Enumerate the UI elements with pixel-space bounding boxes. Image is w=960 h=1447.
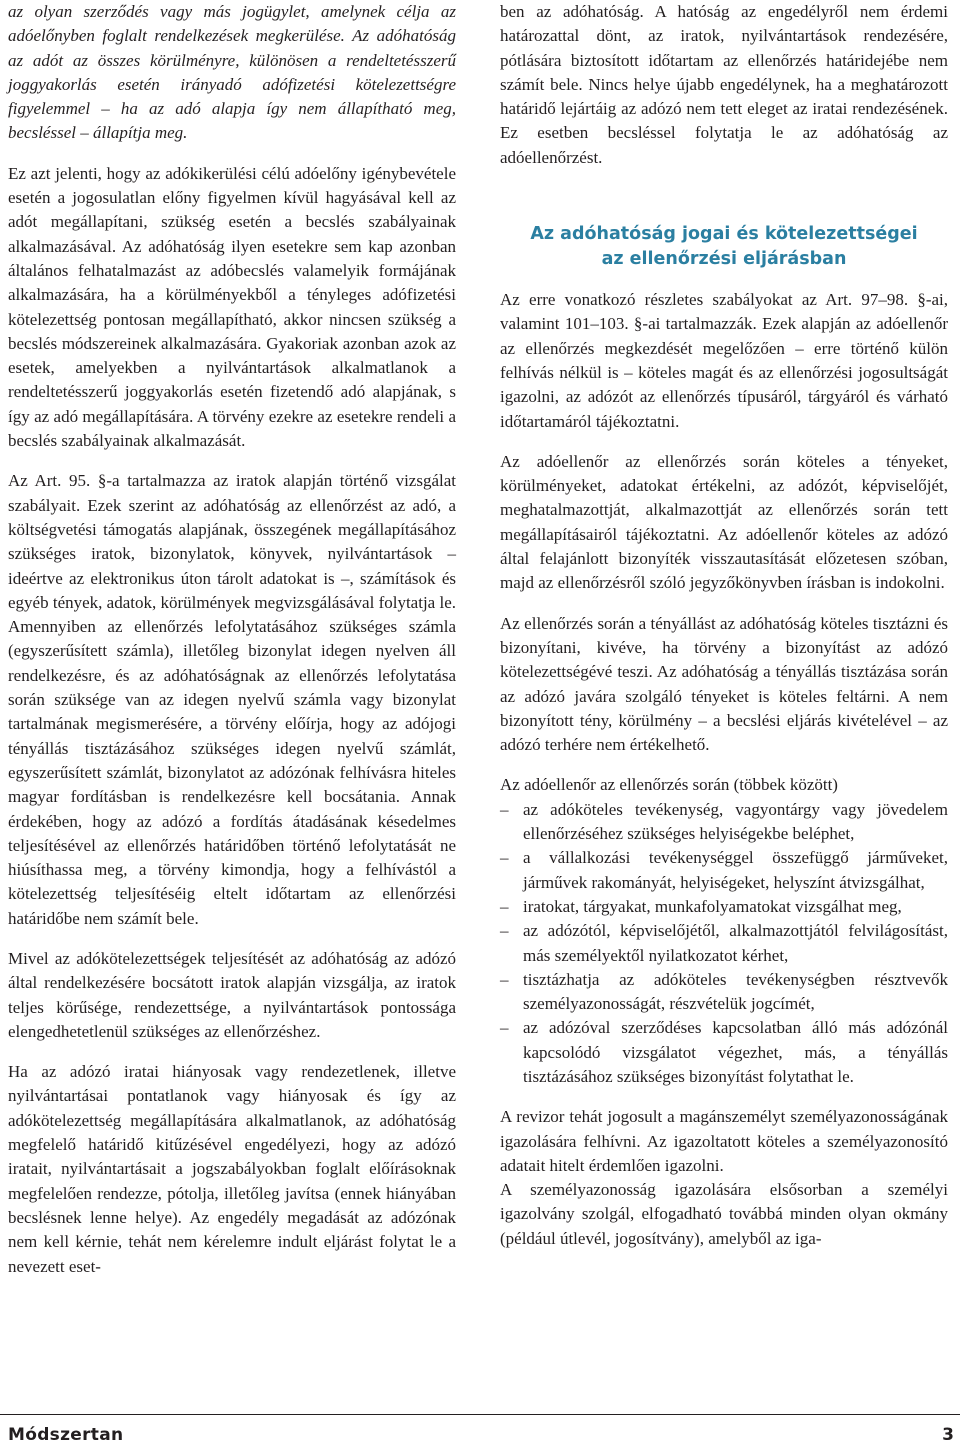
- body-paragraph: A személyazonosság igazolására elsősorban a személyi igazolvány szolgál, elfogadható továbbá minden olyan okmány (például útlevél, jogosítvány), amelyből az iga-: [500, 1180, 948, 1248]
- body-paragraph: ben az adóhatóság. A hatóság az engedélyről nem érdemi határozattal dönt, az iratok, nyilvántartások rendezésére, pótlására biztosított időtartam az ellenőrzés határidejébe nem számít bele. Nincs helye újabb engedélynek, ha a meghatározott határidő lejártáig az adózó nem tett eleget az iratai rendezésének. Ez esetben becsléssel folytatja le az adóhatóság az adóellenőrzést.: [500, 2, 948, 167]
- powers-list: [500, 798, 948, 1090]
- page-number: 3: [942, 1425, 954, 1445]
- body-paragraph: Az adóellenőr az ellenőrzés során köteles a tényeket, körülményeket, adatokat értékelni, az adózót, képviselőjét, meghatalmazottját, alkalmazottját az ellenőrzés során tett megállapításairól tájékoztatni. Az adóellenőr köteles az adózó által felajánlott bizonyíték visszautasítását előzetesen szóban, majd az ellenőrzésről szóló jegyzőkönyvben írásban is indokolni.: [500, 451, 948, 593]
- section-heading-line: Az adóhatóság jogai és kötelezettségei: [530, 224, 918, 245]
- body-paragraph: Az Art. 95. §-a tartalmazza az iratok alapján történő vizsgálat szabályait. Ezek szerint az adóhatóság az ellenőrzést az adó, a költségvetési támogatás alapjának, összegének megállapításához szükséges iratok, bizonylatok, könyvek, nyilvántartások – ideértve az elektronikus úton tárolt adatokat is –, számítások és egyéb tények, adatok, körülmények megvizsgálásával folytatja le. Amennyiben az ellenőrzés lefolytatásához szükséges számla (egyszerűsített számla), illetőleg bizonylat idegen nyelven áll rendelkezésre, és az adóhatóságnak az ellenőrzés lefolytatása során szüksége van az idegen nyelvű számla vagy bizonylat tartalmának megismerésére, a törvény előírja, hogy az adójogi tényállás tisztázásához szükséges idegen nyelvű számlát, egyszerűsített számlát, bizonylatot az adózónak felhívásra hiteles magyar fordításban is rendelkezésre kell bocsátania. Annak érdekében, hogy az adózó a fordítás átadásának késedelmes teljesítésével az ellenőrzés határidőben történő lefolytatását ne hiúsíthassa meg, a törvény kimondja, hogy a felhívástól a kötelezettség teljesítéséig eltelt időtartam az ellenőrzési határidőbe nem számít bele.: [8, 471, 456, 928]
- list-item: – az adózóval szerződéses kapcsolatban álló más adózónál kapcsolódó vizsgálatot végezhet, más, a tényállás tisztázásához szükséges bizonyítást folytathat le.: [500, 1016, 948, 1089]
- body-paragraph: Az ellenőrzés során a tényállást az adóhatóság köteles tisztázni és bizonyítani, kivéve, ha törvény a bizonyítást az adózó kötelezettségévé teszi. Az adóhatóság a tényállás tisztázása során az adózó javára szolgáló tényeket is köteles feltárni. A nem bizonyított tény, körülmény – a becslési eljárás kivételével – az adózó terhére nem értékelhető.: [500, 613, 948, 755]
- body-paragraph: Ha az adózó iratai hiányosak vagy rendezetlenek, illetve nyilvántartásai pontatlanok vagy hiányosak és így az adókötelezettség megállapítására alkalmatlanok, az adóhatóság megfelelő határidő kitűzésével engedélyezi, hogy az adózó iratait, nyilvántartásait a jogszabályokban foglalt előírásoknak megfelelően rendezze, pótolja, illetőleg javítsa (ennek hiányában becslésnek lenne helye). Az engedély megadását az adózónak nem kell kérnie, tehát nem kérelemre indult eljárást folytat le a nevezett eset-: [8, 1062, 456, 1276]
- list-item: – a vállalkozási tevékenységgel összefüggő járműveket, járművek rakományát, helyiségeket, helyszínt átvizsgálhat,: [500, 846, 948, 895]
- left-column: [8, 0, 456, 1279]
- list-intro: Az adóellenőr az ellenőrzés során (többek között): [500, 775, 838, 795]
- footer-divider: [0, 1414, 960, 1415]
- lead-paragraph-italic: az olyan szerződés vagy más jogügylet, amelynek célja az adóelőnyben foglalt rendelkezések megkerülése. Az adóhatóság az adót az összes körülményre, különösen a rendeltetésszerű joggyakorlás esetén irányadó adófizetési kötelezettségre figyelemmel – ha az adó alapja így nem állapítható meg, becsléssel – állapítja meg.: [8, 2, 456, 143]
- right-column: [500, 0, 948, 1251]
- section-heading-line: az ellenőrzési eljárásban: [601, 249, 847, 270]
- list-item: – tisztázhatja az adóköteles tevékenységben résztvevők személyazonosságát, részvételük jogcímét,: [500, 968, 948, 1017]
- list-item: – iratokat, tárgyakat, munkafolyamatokat vizsgálhat meg,: [500, 895, 948, 919]
- section-heading: [500, 222, 948, 272]
- body-paragraph: Az erre vonatkozó részletes szabályokat az Art. 97–98. §-ai, valamint 101–103. §-ai tartalmazzák. Ezek alapján az adóellenőr az ellenőrzés megkezdését megelőzően – erre történő külön felhívás nélkül is – köteles magát és az ellenőrzési jogosultságát igazolni, az adózót az ellenőrzés típusáról, tárgyáról és várható időtartamáról tájékoztatni.: [500, 290, 948, 431]
- footer-section-title: Módszertan: [8, 1425, 124, 1445]
- body-paragraph: A revizor tehát jogosult a magánszemélyt személyazonosságának igazolására felhívni. Az igazoltatott köteles a személyazonosító adatait hitelt érdemlően igazolni.: [500, 1107, 948, 1175]
- list-item: – az adóköteles tevékenység, vagyontárgy vagy jövedelem ellenőrzéséhez szükséges helyiségekbe beléphet,: [500, 798, 948, 847]
- list-item: – az adózótól, képviselőjétől, alkalmazottjától felvilágosítást, más személyektől nyilatkozatot kérhet,: [500, 919, 948, 968]
- body-paragraph: Mivel az adókötelezettségek teljesítését az adóhatóság az adózó által rendelkezésére bocsátott iratok alapján vizsgálja, az iratok teljes körűsége, rendezettsége, a nyilvántartások pontossága elengedhetetlenül szükséges az ellenőrzéshez.: [8, 948, 456, 1041]
- body-paragraph: Ez azt jelenti, hogy az adókikerülési célú adóelőny igénybevétele esetén a jogosulatlan előny figyelmen kívül hagyásával kell az adót megállapítani, szükség esetén a becslés szabályainak alkalmazásával. Az adóhatóság ilyen esetekre sem kap azonban általános felhatalmazást az adóbecslés valamelyik formájának alkalmazására, ha a körülményekből a tényleges adófizetési kötelezettség pontosan megállapítható, akkor nincsen szükség a becslés módszereinek alkalmazására. Gyakoriak azonban azok az esetek, amelyekben a nyilvántartások alkalmatlanok a rendeltetésszerű joggyakorlás esetén fizetendő adó alapjának, s így az adó megállapítására. A törvény ezekre az esetekre rendeli a becslés szabályainak alkalmazását.: [8, 163, 456, 451]
